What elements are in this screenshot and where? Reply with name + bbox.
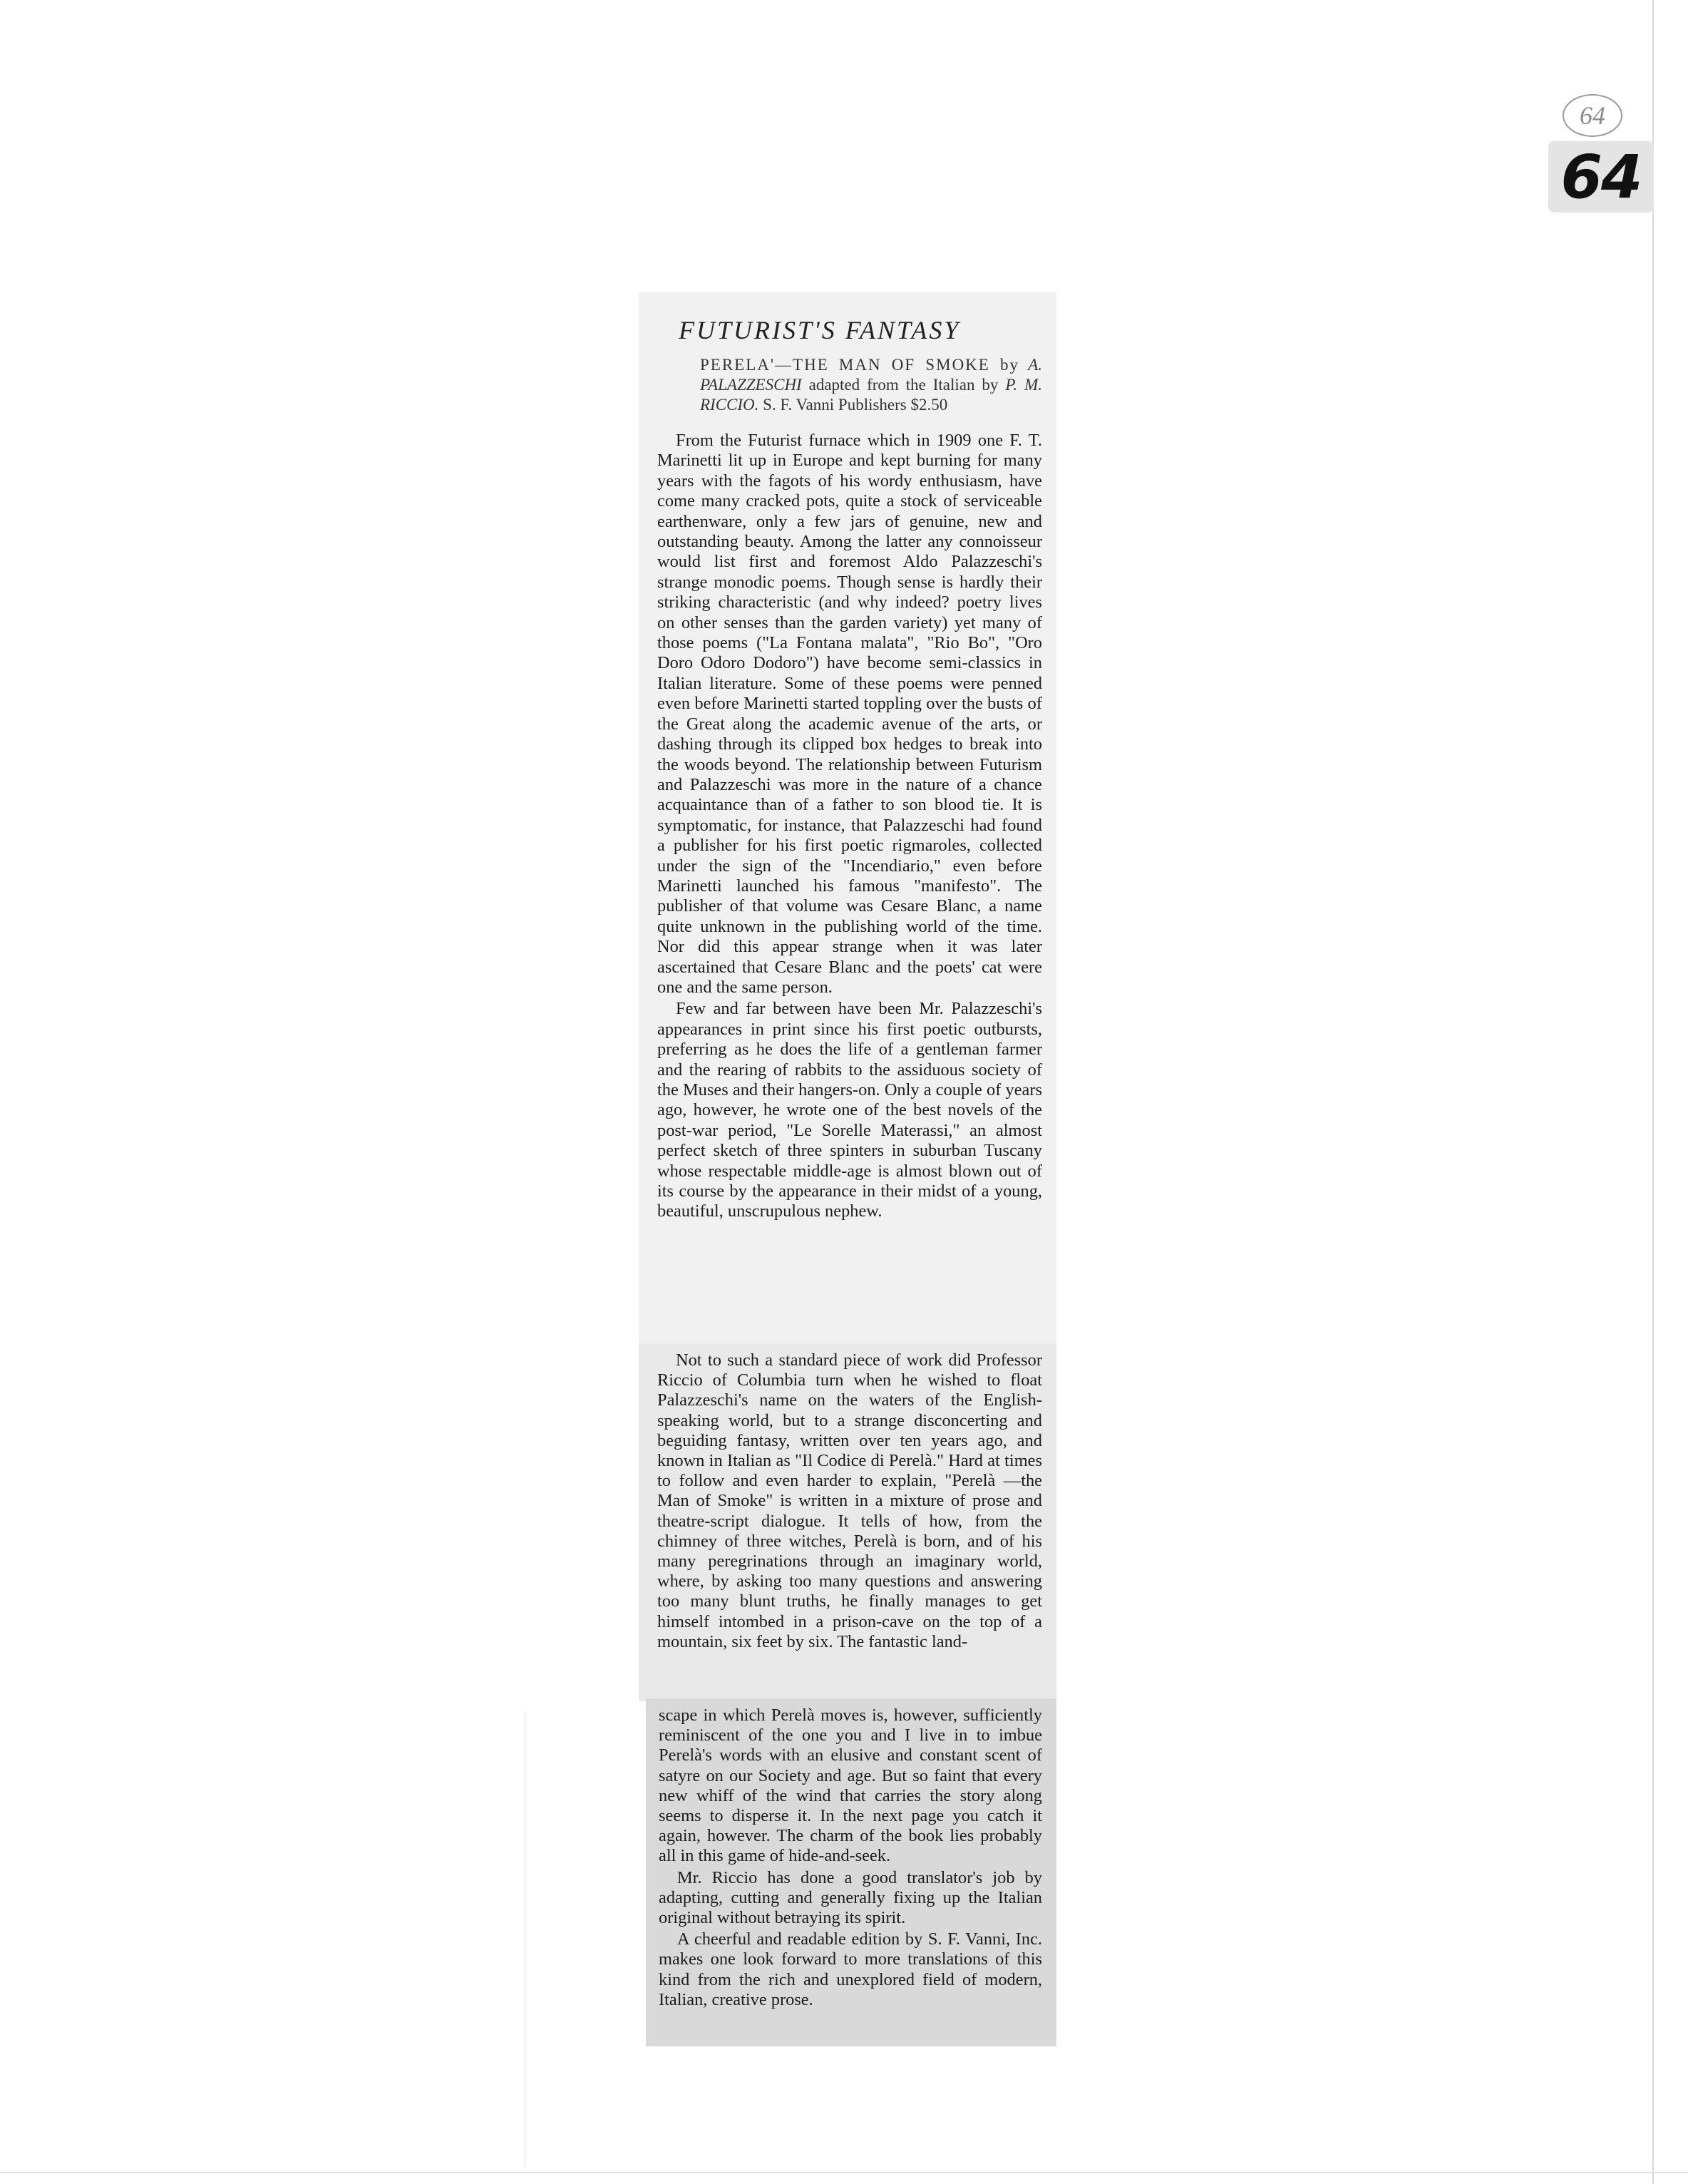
article-headline: FUTURIST'S FANTASY [679,316,961,344]
pencil-page-number: 64 [1563,94,1622,137]
newspaper-clipping [639,292,1056,2046]
sheet-edge [1652,0,1654,2184]
book-title: PERELA'—THE MAN OF SMOKE by [700,356,1020,374]
sheet-edge [0,2172,1688,2173]
clipping-section-bottom [646,1698,1056,2046]
clipping-section-middle [639,1343,1056,1701]
stamped-page-number: 64 [1548,141,1654,212]
article-paragraph: scape in which Perelà moves is, however, sufficiently reminiscent of the one you and I live in to imbue Perelà's words with an elusive and constant scent of satyre on our Society and age. But so faint that every new whiff of the wind that carries the story along seems to disperse it. In the next page you catch it again, however. The charm of the book lies probably all in this game of hide-and-seek. [659,1706,1042,1866]
author-name: A. PALAZZESCHI [700,356,1042,394]
book-credits [700,355,1042,415]
article-paragraph: Few and far between have been Mr. Palazzeschi's appearances in print since his first poetic outbursts, preferring as he does the life of a gentleman farmer and the rearing of rabbits to the assiduous society of the Muses and their hangers-on. Only a couple of years ago, however, he wrote one of the best novels of the post-war period, "Le Sorelle Materassi," an almost perfect sketch of three spinters in suburban Tuscany whose respectable middle-age is almost blown out of its course by the appearance in their midst of a young, beautiful, unscrupulous nephew. [657,999,1042,1221]
adapted-from-label: adapted from the Italian by [808,376,999,394]
article-paragraph: A cheerful and readable edition by S. F. Vanni, Inc. makes one look forward to more translations of this kind from the rich and unexplored field of modern, Italian, creative prose. [659,1929,1042,2009]
translator-name: P. M. RICCIO. [700,376,1042,414]
article-paragraph: From the Futurist furnace which in 1909 one F. T. Marinetti lit up in Europe and kept burning for many years with the fagots of his wordy enthusiasm, have come many cracked pots, quite a stock of serviceable earthenware, only a few jars of genuine, new and outstanding beauty. Among the latter any connoisseur would list first and foremost Aldo Palazzeschi's strange monodic poems. Though sense is hardly their striking characteristic (and why indeed? poetry lives on other senses than the garden variety) yet many of those poems ("La Fontana malata", "Rio Bo", "Oro Doro Odoro Dodoro") have become semi-classics in Italian literature. Some of these poems were penned even before Marinetti started toppling over the busts of the Great along the academic avenue of the arts, or dashing through its clipped box hedges to break into the woods beyond. The relationship between Futurism and Palazzeschi was more in the nature of a chance acquaintance than of a father to son blood tie. It is symptomatic, for instance, that Palazzeschi had found a publisher for his first poetic rigmaroles, collected under the sign of the "Incendiario," even before Marinetti launched his famous "manifesto". The publisher of that volume was Cesare Blanc, a name quite unknown in the publishing world of the time. Nor did this appear strange when it was later ascertained that Cesare Blanc and the poets' cat were one and the same person. [657,431,1042,997]
article-paragraph: Not to such a standard piece of work did Professor Riccio of Columbia turn when he wished to float Palazzeschi's name on the waters of the English-speaking world, but to a strange disconcerting and beguiding fantasy, written over ten years ago, and known in Italian as "Il Codice di Perelà." Hard at times to follow and even harder to explain, "Perelà —the Man of Smoke" is written in a mixture of prose and theatre-script dialogue. It tells of how, from the chimney of three witches, Perelà is born, and of his many peregrinations through an imaginary world, where, by asking too many questions and answering too many blunt truths, he finally manages to get himself intombed in a prison-cave on the top of a mountain, six feet by six. The fantastic land- [657,1350,1042,1651]
clipping-section-top [639,292,1056,1348]
article-paragraph: Mr. Riccio has done a good translator's job by adapting, cutting and generally fixing up the Italian original without betraying its spirit. [659,1867,1042,1928]
publisher-price: S. F. Vanni Publishers $2.50 [763,396,948,414]
